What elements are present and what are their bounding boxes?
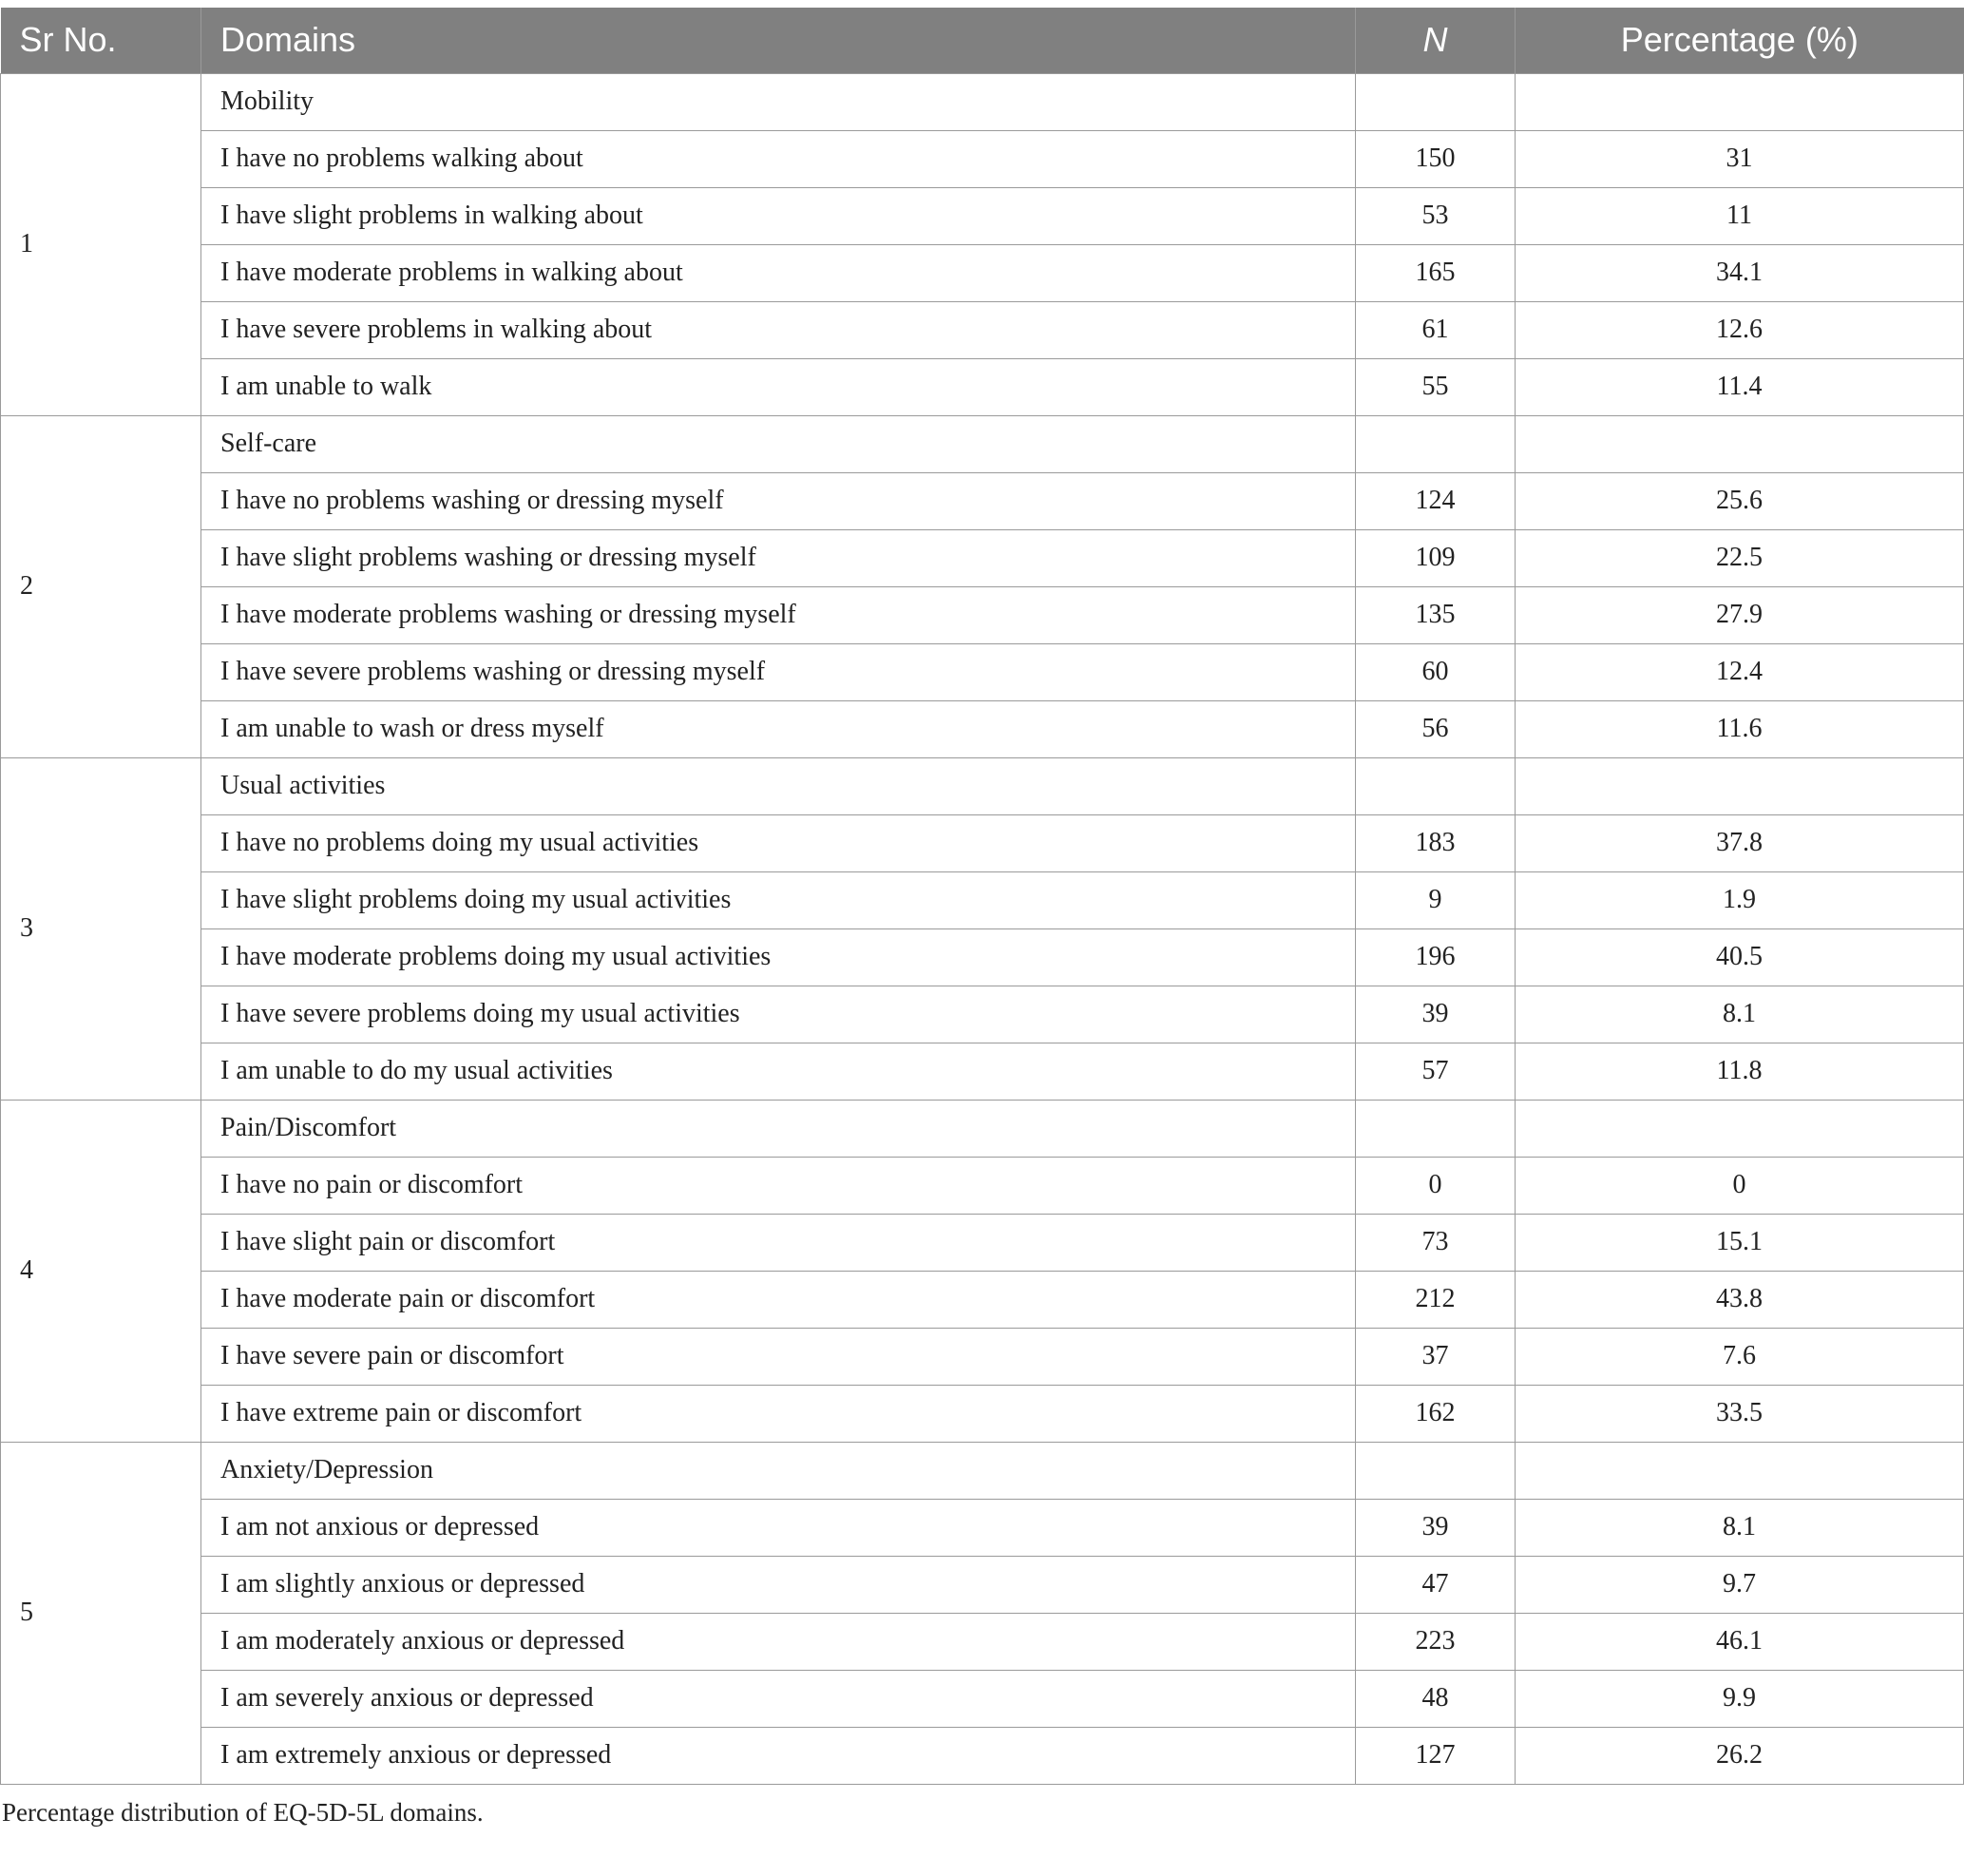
percentage-cell: 27.9 [1516,586,1964,643]
empty-percentage-cell [1516,1442,1964,1499]
domain-row [1,415,1964,472]
table-row [1,1157,1964,1214]
n-cell: 57 [1356,1043,1516,1100]
table-row [1,586,1964,643]
percentage-cell: 11.4 [1516,358,1964,415]
header-n: N [1356,8,1516,73]
level-label-cell: I have moderate problems in walking about [201,244,1356,301]
empty-percentage-cell [1516,415,1964,472]
level-label-cell: I have slight pain or discomfort [201,1214,1356,1271]
n-cell: 162 [1356,1385,1516,1442]
percentage-cell: 25.6 [1516,472,1964,529]
n-cell: 135 [1356,586,1516,643]
domain-row [1,1100,1964,1157]
table-header [1,8,1964,73]
empty-percentage-cell [1516,73,1964,130]
percentage-cell: 11 [1516,187,1964,244]
n-cell: 165 [1356,244,1516,301]
n-cell: 55 [1356,358,1516,415]
domain-name-cell: Usual activities [201,757,1356,814]
level-label-cell: I have extreme pain or discomfort [201,1385,1356,1442]
table-row [1,1271,1964,1328]
header-domains: Domains [201,8,1356,73]
level-label-cell: I am extremely anxious or depressed [201,1727,1356,1784]
n-cell: 9 [1356,871,1516,928]
domain-row [1,1442,1964,1499]
domain-name-cell: Mobility [201,73,1356,130]
level-label-cell: I have slight problems washing or dressing myself [201,529,1356,586]
sr-no-cell: 4 [1,1100,201,1442]
n-cell: 56 [1356,700,1516,757]
level-label-cell: I have no problems walking about [201,130,1356,187]
level-label-cell: I am unable to do my usual activities [201,1043,1356,1100]
empty-n-cell [1356,73,1516,130]
level-label-cell: I have severe problems washing or dressing myself [201,643,1356,700]
table-caption: Percentage distribution of EQ-5D-5L domains. [2,1797,484,1827]
table-row [1,1556,1964,1613]
table-row [1,1613,1964,1670]
percentage-cell: 12.4 [1516,643,1964,700]
n-cell: 223 [1356,1613,1516,1670]
level-label-cell: I am unable to walk [201,358,1356,415]
n-cell: 183 [1356,814,1516,871]
table-row [1,244,1964,301]
sr-no-cell: 5 [1,1442,201,1784]
n-cell: 73 [1356,1214,1516,1271]
header-percentage: Percentage (%) [1516,8,1964,73]
sr-no-cell: 2 [1,415,201,757]
n-cell: 60 [1356,643,1516,700]
n-cell: 150 [1356,130,1516,187]
percentage-cell: 40.5 [1516,928,1964,986]
percentage-cell: 9.9 [1516,1670,1964,1727]
level-label-cell: I have severe problems doing my usual activities [201,986,1356,1043]
level-label-cell: I have moderate pain or discomfort [201,1271,1356,1328]
percentage-cell: 1.9 [1516,871,1964,928]
table-row [1,1214,1964,1271]
n-cell: 61 [1356,301,1516,358]
n-cell: 37 [1356,1328,1516,1385]
table-body [1,73,1964,1784]
n-cell: 39 [1356,1499,1516,1556]
header-row [1,8,1964,73]
domain-row [1,757,1964,814]
level-label-cell: I have no problems washing or dressing myself [201,472,1356,529]
percentage-cell: 0 [1516,1157,1964,1214]
table-row [1,187,1964,244]
domain-name-cell: Anxiety/Depression [201,1442,1356,1499]
empty-n-cell [1356,1442,1516,1499]
empty-n-cell [1356,757,1516,814]
percentage-cell: 11.6 [1516,700,1964,757]
n-cell: 212 [1356,1271,1516,1328]
table-row [1,1328,1964,1385]
level-label-cell: I have slight problems in walking about [201,187,1356,244]
empty-percentage-cell [1516,757,1964,814]
percentage-cell: 8.1 [1516,986,1964,1043]
percentage-cell: 15.1 [1516,1214,1964,1271]
header-sr-no: Sr No. [1,8,201,73]
empty-n-cell [1356,1100,1516,1157]
percentage-cell: 26.2 [1516,1727,1964,1784]
sr-no-cell: 3 [1,757,201,1100]
percentage-cell: 37.8 [1516,814,1964,871]
level-label-cell: I am unable to wash or dress myself [201,700,1356,757]
n-cell: 39 [1356,986,1516,1043]
empty-percentage-cell [1516,1100,1964,1157]
percentage-cell: 22.5 [1516,529,1964,586]
eq5d-table [0,8,1964,1785]
level-label-cell: I have moderate problems washing or dressing myself [201,586,1356,643]
n-cell: 48 [1356,1670,1516,1727]
percentage-cell: 11.8 [1516,1043,1964,1100]
level-label-cell: I am moderately anxious or depressed [201,1613,1356,1670]
table-row [1,1727,1964,1784]
table-row [1,871,1964,928]
percentage-cell: 7.6 [1516,1328,1964,1385]
table-row [1,358,1964,415]
n-cell: 196 [1356,928,1516,986]
percentage-cell: 46.1 [1516,1613,1964,1670]
domain-name-cell: Pain/Discomfort [201,1100,1356,1157]
level-label-cell: I have slight problems doing my usual activities [201,871,1356,928]
table-row [1,529,1964,586]
table-row [1,1385,1964,1442]
percentage-cell: 9.7 [1516,1556,1964,1613]
percentage-cell: 8.1 [1516,1499,1964,1556]
level-label-cell: I have moderate problems doing my usual activities [201,928,1356,986]
n-cell: 127 [1356,1727,1516,1784]
level-label-cell: I have no problems doing my usual activities [201,814,1356,871]
percentage-cell: 31 [1516,130,1964,187]
percentage-cell: 12.6 [1516,301,1964,358]
table-row [1,643,1964,700]
percentage-cell: 33.5 [1516,1385,1964,1442]
table-row [1,928,1964,986]
n-cell: 109 [1356,529,1516,586]
table-row [1,986,1964,1043]
domain-row [1,73,1964,130]
table-row [1,1043,1964,1100]
table-row [1,472,1964,529]
n-cell: 53 [1356,187,1516,244]
percentage-cell: 43.8 [1516,1271,1964,1328]
level-label-cell: I have severe pain or discomfort [201,1328,1356,1385]
empty-n-cell [1356,415,1516,472]
n-cell: 124 [1356,472,1516,529]
n-cell: 0 [1356,1157,1516,1214]
sr-no-cell: 1 [1,73,201,415]
table-container [0,8,1964,1828]
level-label-cell: I am slightly anxious or depressed [201,1556,1356,1613]
table-row [1,130,1964,187]
table-row [1,1499,1964,1556]
percentage-cell: 34.1 [1516,244,1964,301]
level-label-cell: I have severe problems in walking about [201,301,1356,358]
level-label-cell: I am not anxious or depressed [201,1499,1356,1556]
level-label-cell: I am severely anxious or depressed [201,1670,1356,1727]
domain-name-cell: Self-care [201,415,1356,472]
level-label-cell: I have no pain or discomfort [201,1157,1356,1214]
table-row [1,301,1964,358]
table-row [1,1670,1964,1727]
table-row [1,700,1964,757]
table-row [1,814,1964,871]
n-cell: 47 [1356,1556,1516,1613]
